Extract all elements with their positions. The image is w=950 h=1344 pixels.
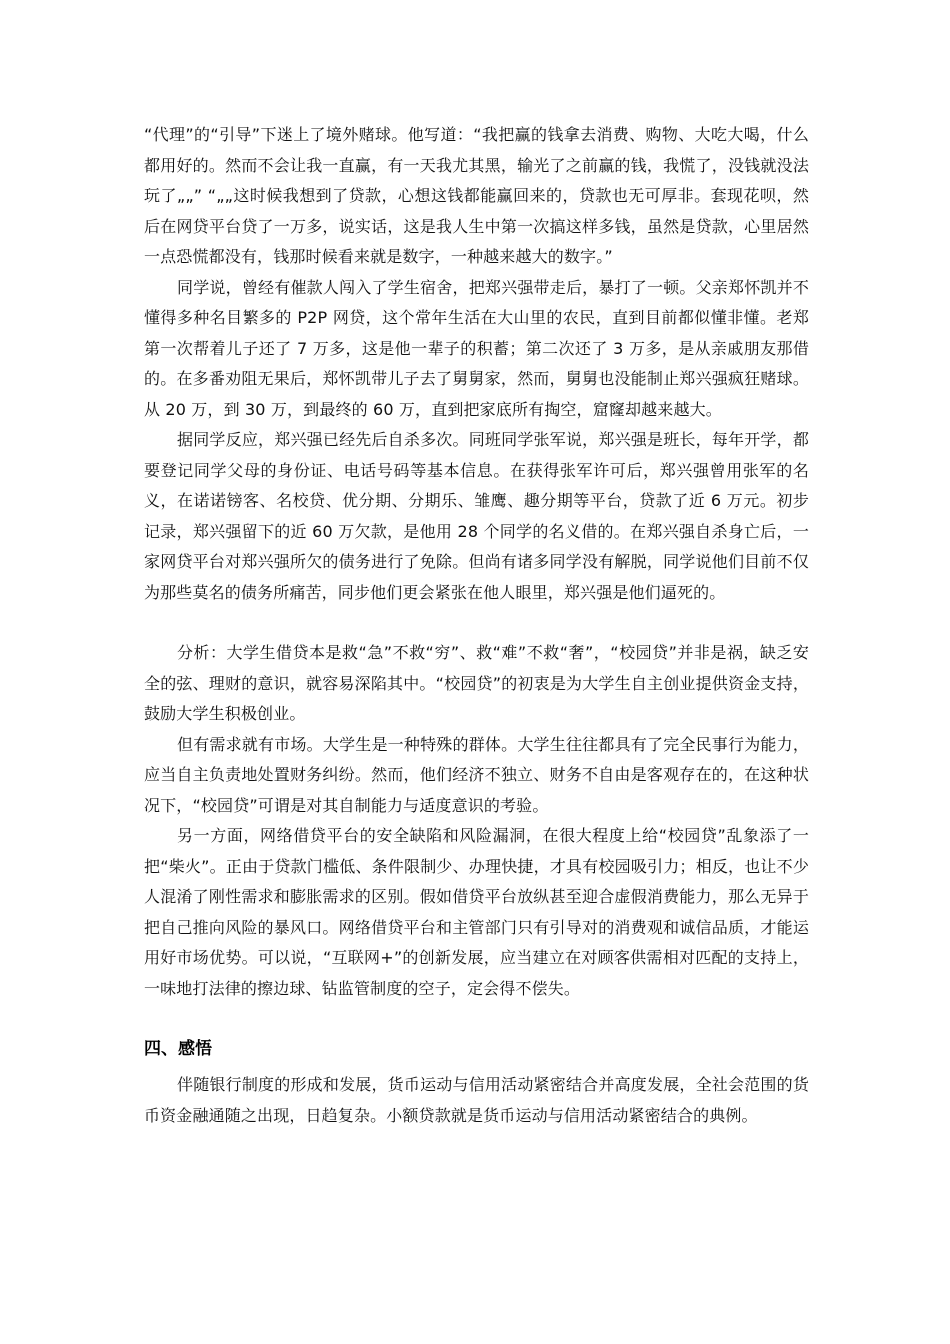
body-paragraph: “代理”的“引导”下迷上了境外赌球。他写道：“我把赢的钱拿去消费、购物、大吃大喝，什么都用好的。然而不会让我一直赢，有一天我尤其黑，输光了之前赢的钱，我慌了，没钱就没法玩了„„” “„„这时候我想到了贷款，心想这钱都能赢回来的，贷款也无可厚非。套现花呗，然后在网贷平台贷了一万多，说实话，这是我人生中第一次搞这样多钱，虽然是贷款，心里居然一点恐慌都没有，钱那时候看来就是数字，一种越来越大的数字。” bbox=[144, 125, 809, 266]
analysis-paragraph: 但有需求就有市场。大学生是一种特殊的群体。大学生往往都具有了完全民事行为能力，应当自主负责地处置财务纠纷。然而，他们经济不独立、财务不自由是客观存在的，在这种状况下，“校园贷”可谓是对其自制能力与适度意识的考验。 bbox=[144, 734, 809, 815]
analysis-paragraph: 另一方面，网络借贷平台的安全缺陷和风险漏洞，在很大程度上给“校园贷”乱象添了一把“柴火”。正由于贷款门槛低、条件限制少、办理快捷，才具有校园吸引力；相反，也让不少人混淆了刚性需求和膨胀需求的区别。假如借贷平台放纵甚至迎合虚假消费能力，那么无异于把自己推向风险的暴风口。网络借贷平台和主管部门只有引导对的消费观和诚信品质，才能运用好市场优势。可以说，“互联网+”的创新发展，应当建立在对顾客供需相对匹配的支持上，一味地打法律的擦边球、钻监管制度的空子，定会得不偿失。 bbox=[144, 826, 809, 998]
section-paragraph: 伴随银行制度的形成和发展，货币运动与信用活动紧密结合并高度发展，全社会范围的货币资金融通随之出现，日趋复杂。小额贷款就是货币运动与信用活动紧密结合的典例。 bbox=[144, 1075, 809, 1125]
section-heading: 四、感悟 bbox=[144, 1039, 212, 1059]
document-body bbox=[144, 120, 809, 1131]
body-paragraph: 据同学反应，郑兴强已经先后自杀多次。同班同学张军说，郑兴强是班长，每年开学，都要登记同学父母的身份证、电话号码等基本信息。在获得张军许可后，郑兴强曾用张军的名义，在诺诺镑客、名校贷、优分期、分期乐、雏鹰、趣分期等平台，贷款了近 6 万元。初步记录，郑兴强留下的近 60 万欠款，是他用 28 个同学的名义借的。在郑兴强自杀身亡后，一家网贷平台对郑兴强所欠的债务进行了免除。但尚有诸多同学没有解脱，同学说他们目前不仅为那些莫名的债务所痛苦，同步他们更会紧张在他人眼里，郑兴强是他们逼死的。 bbox=[144, 430, 809, 602]
analysis-paragraph: 分析：大学生借贷本是救“急”不救“穷”、救“难”不救“奢”，“校园贷”并非是祸，缺乏安全的弦、理财的意识，就容易深陷其中。“校园贷”的初衷是为大学生自主创业提供资金支持，鼓励大学生积极创业。 bbox=[144, 643, 809, 723]
body-paragraph: 同学说，曾经有催款人闯入了学生宿舍，把郑兴强带走后，暴打了一顿。父亲郑怀凯并不懂得多种名目繁多的 P2P 网贷，这个常年生活在大山里的农民，直到目前都似懂非懂。老郑第一次帮着儿子还了 7 万多，这是他一辈子的积蓄；第二次还了 3 万多，是从亲戚朋友那借的。在多番劝阻无果后，郑怀凯带儿子去了舅舅家，然而，舅舅也没能制止郑兴强疯狂赌球。从 20 万，到 30 万，到最终的 60 万，直到把家底所有掏空，窟窿却越来越大。 bbox=[144, 277, 809, 419]
